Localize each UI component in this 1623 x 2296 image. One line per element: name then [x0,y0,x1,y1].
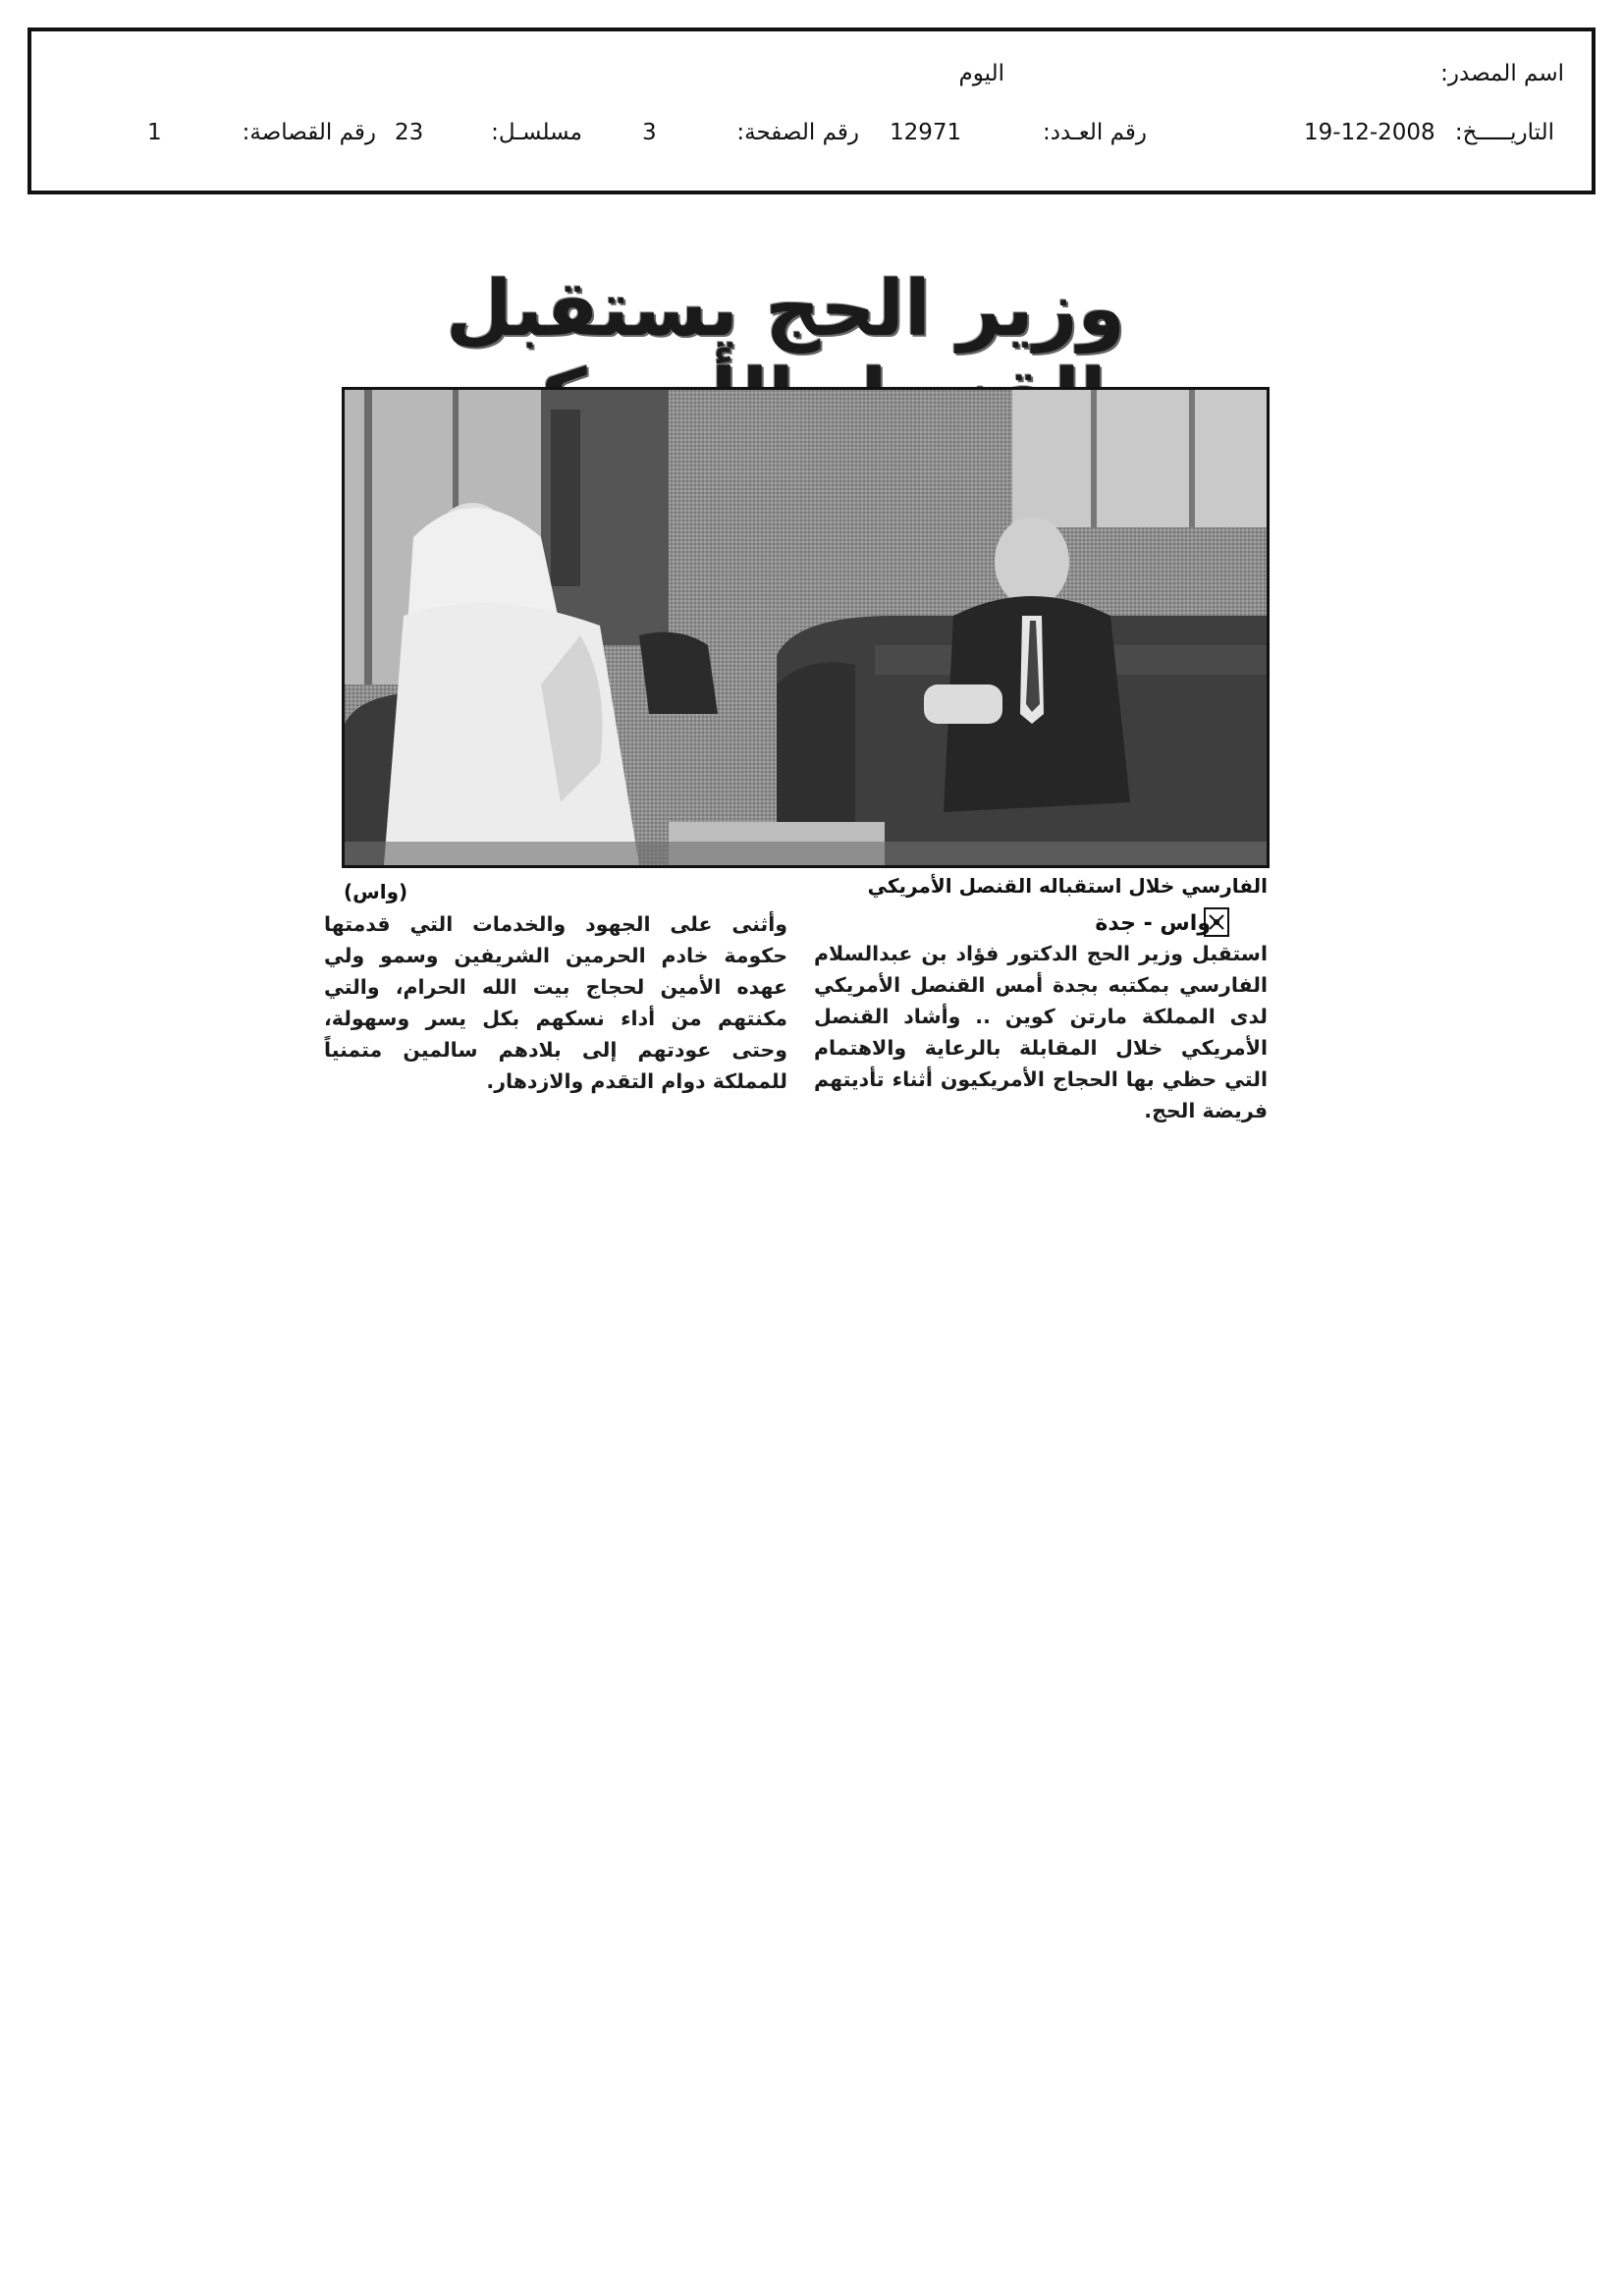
source-label: اسم المصدر: [1440,61,1564,86]
photo-illustration [345,390,1267,865]
date-value: 19-12-2008 [1304,120,1435,145]
issue-value: 12971 [890,120,962,145]
page-value: 3 [642,120,657,145]
clipping-header-box [27,27,1596,194]
serial-value: 23 [395,120,424,145]
photo-credit: (واس) [344,880,408,903]
serial-label: مسلسـل: [491,120,582,145]
page-label: رقم الصفحة: [736,120,859,145]
article-dateline: واس - جدة [1095,911,1211,936]
article-photo [342,387,1270,868]
photo-caption: الفارسي خلال استقباله القنصل الأمريكي [867,874,1268,898]
article-headline: وزير الحج يستقبل [445,265,1126,354]
article-paragraph-2: وأثنى على الجهود والخدمات التي قدمتها حكومة خادم الحرمين الشريفين وسمو ولي عهده الأمين لحجاج بيت الله الحرام، والتي مكنتهم من أداء نسكهم بكل يسر وسهولة، وحتى عودتهم إلى بلادهم سالمين متمنياً للمملكة دوام التقدم والازدهار. [324,912,787,1093]
source-value: اليوم [958,61,1004,86]
clip-value: 1 [147,120,162,145]
clip-label: رقم القصاصة: [242,120,376,145]
article-paragraph-1: استقبل وزير الحج الدكتور فؤاد بن عبدالسلام الفارسي بمكتبه بجدة أمس القنصل الأمريكي لدى المملكة مارتن كوين .. وأشاد القنصل الأمريكي خلال المقابلة بالرعاية والاهتمام التي حظي بها الحجاج الأمريكيون أثناء تأديتهم فريضة الحج. [814,942,1268,1122]
date-label: التاريـــــخ: [1454,120,1554,145]
issue-label: رقم العـدد: [1042,120,1147,145]
